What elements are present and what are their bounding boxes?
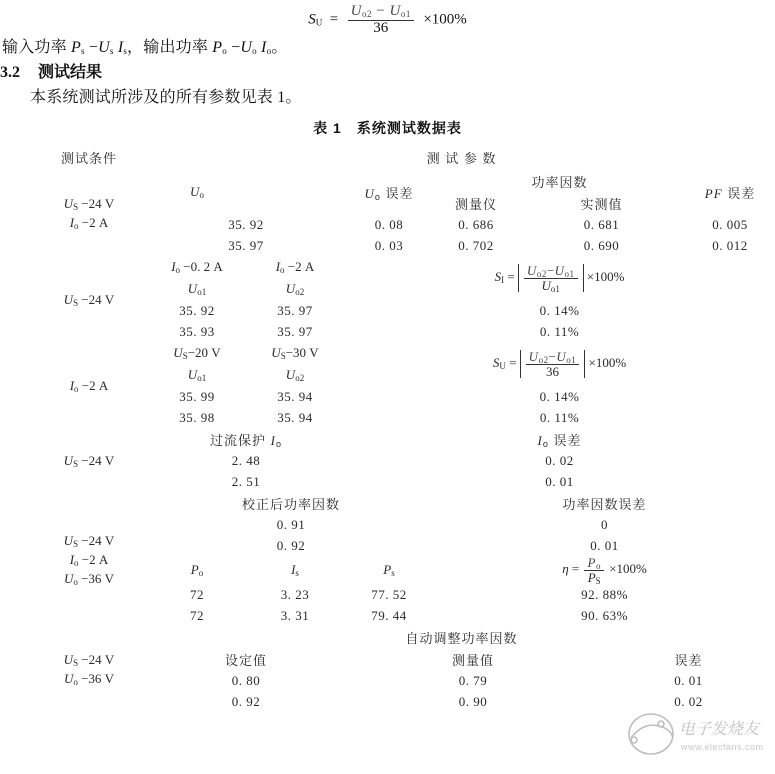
block5-eff-r1-ps: 77. 52 xyxy=(344,584,434,605)
block4-r2-value: 2. 51 xyxy=(148,471,344,492)
block1-r1-pf-error: 0. 005 xyxy=(685,214,775,235)
block6-r1-set: 0. 80 xyxy=(148,670,344,691)
block5-header-ps: $P_s$ xyxy=(344,556,434,584)
block1-header-measured: 实测值 xyxy=(518,192,685,214)
section-title: 测试结果 xyxy=(38,64,103,81)
block4-header-overcurrent: 过流保护 $I_o$ xyxy=(148,428,344,450)
block2-r1-result: 0. 14% xyxy=(344,300,775,321)
block3-condition-cell xyxy=(30,342,148,428)
section-number: 3.2 xyxy=(0,64,20,81)
block6-condition-line-1: $U_S -24$ V xyxy=(63,652,115,669)
block2-r1-uo2: 35. 97 xyxy=(246,300,344,321)
block4-subheader-row xyxy=(30,428,775,450)
block1-condition-cell xyxy=(30,170,148,256)
block6-r2-error: 0. 02 xyxy=(602,691,775,712)
block2-header-io-02: $I_o -0$. 2 A xyxy=(148,256,246,278)
system-test-data-table xyxy=(30,144,775,712)
header-parameters: 测 试 参 数 xyxy=(148,144,775,170)
block1-r1-measured: 0. 681 xyxy=(518,214,685,235)
block5-condition-line-1: $U_S -24$ V xyxy=(63,532,115,549)
block1-r1-uo: 35. 92 xyxy=(148,214,344,235)
block6-r1-error: 0. 01 xyxy=(602,670,775,691)
block2-condition-line-1: $U_S -24$ V xyxy=(63,291,115,308)
block6-r2-set: 0. 92 xyxy=(148,691,344,712)
block6-condition-line-2: $U_o -36$ V xyxy=(63,671,115,688)
block5-formula-efficiency: η = $\frac{P_o}{P_S}$ ×100% xyxy=(434,556,775,584)
block5-condition-cell xyxy=(30,492,148,626)
block5-eff-r2-is: 3. 31 xyxy=(246,605,344,626)
paragraph-power-definition: 输入功率 $P_s -U_s$ $I_s$，输出功率 $P_o -U_o$ $I_o$。 xyxy=(2,39,288,56)
block2-r2-uo1: 35. 93 xyxy=(148,321,246,342)
block2-r2-result: 0. 11% xyxy=(344,321,775,342)
table-header-row xyxy=(30,144,775,170)
site-watermark xyxy=(621,704,771,766)
block1-header-pf-error: PF 误差 xyxy=(685,170,775,214)
block3-header-us-30: $U_S-30$ V xyxy=(246,342,344,364)
block1-subheader-row-1 xyxy=(30,170,775,192)
block2-formula-si: $S_I$ = $\frac{U_{o2}-U_{o1}}{U_{o1}}$ ×100% xyxy=(344,256,775,300)
block5-header-po: $P_o$ xyxy=(148,556,246,584)
block4-r2-error: 0. 01 xyxy=(344,471,775,492)
block1-condition-line-1: $U_S -24$ V xyxy=(63,196,115,212)
block3-formula-su: $S_U$ = $\frac{U_{o2}-U_{o1}}{36}$ ×100% xyxy=(344,342,775,386)
block3-r1-result: 0. 14% xyxy=(344,386,775,407)
block5-pf-r2-value: 0. 92 xyxy=(148,535,434,556)
block3-condition-line-1: $I_o -2$ A xyxy=(69,377,109,394)
block2-symbol-uo1: $U_{o1}$ xyxy=(148,278,246,300)
block2-subheader-row-1 xyxy=(30,256,775,278)
block1-r2-uo-error: 0. 03 xyxy=(344,235,434,256)
block2-symbol-uo2: $U_{o2}$ xyxy=(246,278,344,300)
section-heading xyxy=(0,60,775,86)
block6-header-measured: 测量值 xyxy=(344,648,602,670)
block2-condition-cell xyxy=(30,256,148,342)
block2-r1-uo1: 35. 92 xyxy=(148,300,246,321)
block3-r2-uo2: 35. 94 xyxy=(246,407,344,428)
block6-header-error: 误差 xyxy=(602,648,775,670)
block2-r2-uo2: 35. 97 xyxy=(246,321,344,342)
block1-r1-uo-error: 0. 08 xyxy=(344,214,434,235)
block4-condition-cell xyxy=(30,428,148,492)
block5-eff-r2-eff: 90. 63% xyxy=(434,605,775,626)
block5-pf-r1-error: 0 xyxy=(434,514,775,535)
block4-header-io-error: $I_o$ 误差 xyxy=(344,428,775,450)
block3-r2-result: 0. 11% xyxy=(344,407,775,428)
block1-r2-measured: 0. 690 xyxy=(518,235,685,256)
block5-eff-r1-is: 3. 23 xyxy=(246,584,344,605)
block1-r2-uo: 35. 97 xyxy=(148,235,344,256)
block4-r1-error: 0. 02 xyxy=(344,450,775,471)
block5-header-is: $I_s$ xyxy=(246,556,344,584)
block2-header-io-2: $I_o -2$ A xyxy=(246,256,344,278)
block5-pf-r2-error: 0. 01 xyxy=(434,535,775,556)
block1-header-uo-spacer xyxy=(246,170,344,214)
table-caption: 表 1 系统测试数据表 xyxy=(313,120,462,136)
block5-pf-r1-value: 0. 91 xyxy=(148,514,434,535)
block4-r1-value: 2. 48 xyxy=(148,450,344,471)
top-formula: $S_U$ = $\frac{U_{o2} - U_{o1}}{36}$ ×100% xyxy=(308,3,467,36)
block5-eff-r2-ps: 79. 44 xyxy=(344,605,434,626)
block6-header-auto-pf: 自动调整功率因数 xyxy=(148,626,775,648)
paragraph-intro: 本系统测试所涉及的所有参数见表 1。 xyxy=(30,89,302,106)
block5-header-pf-error: 功率因数误差 xyxy=(434,492,775,514)
block6-condition-cell xyxy=(30,626,148,712)
block3-subheader-row-1 xyxy=(30,342,775,364)
block6-span-header-row xyxy=(30,626,775,648)
block5-eff-r1-po: 72 xyxy=(148,584,246,605)
block6-r1-measured: 0. 79 xyxy=(344,670,602,691)
block5-condition-line-2: $I_o -2$ A xyxy=(69,551,109,568)
block5-condition-line-3: $U_o -36$ V xyxy=(63,570,115,587)
block5-eff-r2-po: 72 xyxy=(148,605,246,626)
block1-header-meter: 测量仪 xyxy=(434,192,518,214)
block1-r2-meter: 0. 702 xyxy=(434,235,518,256)
block3-symbol-uo1: $U_{o1}$ xyxy=(148,364,246,386)
block3-symbol-uo2: $U_{o2}$ xyxy=(246,364,344,386)
block1-header-uo-error: $U_o$ 误差 xyxy=(344,170,434,214)
block1-r2-pf-error: 0. 012 xyxy=(685,235,775,256)
block6-header-set: 设定值 xyxy=(148,648,344,670)
block4-condition-line-1: $U_S -24$ V xyxy=(63,452,115,469)
block6-r2-measured: 0. 90 xyxy=(344,691,602,712)
header-condition: 测试条件 xyxy=(30,144,148,170)
block5-eff-r1-eff: 92. 88% xyxy=(434,584,775,605)
svg-text:www.elecfans.com: www.elecfans.com xyxy=(681,742,764,752)
block3-r1-uo2: 35. 94 xyxy=(246,386,344,407)
block3-r1-uo1: 35. 99 xyxy=(148,386,246,407)
block1-r1-meter: 0. 686 xyxy=(434,214,518,235)
block3-r2-uo1: 35. 98 xyxy=(148,407,246,428)
svg-text:电子发烧友: 电子发烧友 xyxy=(679,721,760,738)
block5-pf-header-row xyxy=(30,492,775,514)
block1-header-power-factor: 功率因数 xyxy=(434,170,685,192)
block1-header-uo: $U_o$ xyxy=(148,170,246,214)
block1-condition-line-2: $I_o -2$ A xyxy=(69,215,109,231)
block3-header-us-20: $U_S-20$ V xyxy=(148,342,246,364)
block5-header-corrected-pf: 校正后功率因数 xyxy=(148,492,434,514)
